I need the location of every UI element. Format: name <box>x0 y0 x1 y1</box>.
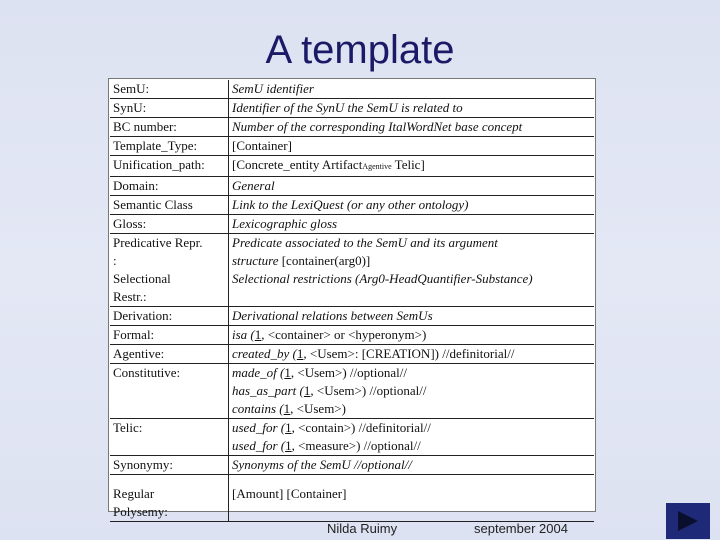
table-row <box>110 307 594 326</box>
field-label: Synonymy: <box>110 456 229 475</box>
field-label: Semantic Class <box>110 196 229 215</box>
field-label: SynU: <box>110 99 229 118</box>
field-value-part: Telic] <box>391 157 425 172</box>
field-value-line <box>232 400 591 418</box>
field-label: Agentive: <box>110 345 229 364</box>
field-value-index: 1 <box>296 346 304 361</box>
field-label-line: Polysemy: <box>113 504 168 519</box>
field-value-part: structure <box>232 253 279 268</box>
field-value <box>229 326 595 345</box>
field-label: SemU: <box>110 80 229 99</box>
field-value <box>229 270 595 307</box>
field-value-part: , <Usem>) //optional// <box>290 365 407 380</box>
field-value-part: , <Usem>: [CREATION]) //definitorial// <box>303 346 515 361</box>
field-label: Gloss: <box>110 215 229 234</box>
field-label-line: Regular <box>113 486 155 501</box>
field-value-line <box>232 252 591 270</box>
field-value-line <box>232 437 591 455</box>
field-value-part: created_by ( <box>232 346 297 361</box>
field-label: Telic: <box>110 419 229 456</box>
field-value-part: [container(arg0)] <box>278 253 371 268</box>
table-row <box>110 177 594 196</box>
field-value: Synonyms of the SemU //optional// <box>229 456 595 475</box>
field-value-part: made_of ( <box>232 365 285 380</box>
table-row <box>110 99 594 118</box>
field-label: Template_Type: <box>110 137 229 156</box>
field-value-part: , <container> or <hyperonym>) <box>261 327 427 342</box>
field-value-line <box>232 364 591 382</box>
table-row <box>110 270 594 307</box>
next-slide-icon <box>678 511 698 531</box>
field-value-index: 1 <box>283 401 291 416</box>
field-value-part: [Concrete_entity Artifact <box>232 157 363 172</box>
footer-date: september 2004 <box>474 521 568 536</box>
table-row <box>110 196 594 215</box>
field-value-part: , <Usem>) <box>290 401 346 416</box>
table-row <box>110 364 594 419</box>
field-value: Derivational relations between SemUs <box>229 307 595 326</box>
table-row <box>110 234 594 271</box>
field-value: Number of the corresponding ItalWordNet base concept <box>229 118 595 137</box>
field-value-index: 1 <box>285 438 292 453</box>
table-row <box>110 345 594 364</box>
field-label-line: Selectional <box>113 271 171 286</box>
table-row <box>110 215 594 234</box>
field-value-part: contains ( <box>232 401 284 416</box>
field-value <box>229 156 595 177</box>
field-label: BC number: <box>110 118 229 137</box>
field-value: SemU identifier <box>229 80 595 99</box>
table-row <box>110 80 594 99</box>
table-row <box>110 485 594 522</box>
table-row <box>110 419 594 456</box>
spacer-cell <box>110 475 229 486</box>
next-slide-button[interactable] <box>666 503 710 539</box>
spacer-cell <box>229 475 595 486</box>
field-label-line: Restr.: <box>113 289 147 304</box>
field-label: Derivation: <box>110 307 229 326</box>
field-value: Link to the LexiQuest (or any other ontology) <box>229 196 595 215</box>
field-value <box>229 419 595 456</box>
field-label-line: : <box>113 253 117 268</box>
field-value-index: 1 <box>285 420 292 435</box>
field-label <box>110 485 229 522</box>
field-value-line: Predicate associated to the SemU and its argument <box>232 235 498 250</box>
field-value <box>229 234 595 271</box>
field-label: Domain: <box>110 177 229 196</box>
footer-author: Nilda Ruimy <box>327 521 398 536</box>
field-value-line <box>232 382 591 400</box>
field-value <box>229 137 595 156</box>
field-value-index: 1 <box>303 383 311 398</box>
table-row <box>110 137 594 156</box>
field-label: Constitutive: <box>110 364 229 419</box>
field-value-text: [Container] <box>232 138 292 153</box>
field-label <box>110 270 229 307</box>
field-value-part: has_as_part ( <box>232 383 304 398</box>
template-table <box>110 80 594 522</box>
field-label <box>110 234 229 271</box>
field-value <box>229 345 595 364</box>
field-value: General <box>229 177 595 196</box>
field-value-part: used_for ( <box>232 420 286 435</box>
field-value: Lexicographic gloss <box>229 215 595 234</box>
field-label: Formal: <box>110 326 229 345</box>
field-label-line: Predicative Repr. <box>113 235 203 250</box>
table-row <box>110 118 594 137</box>
field-value-part: , <Usem>) //optional// <box>310 383 427 398</box>
field-value-part: , <contain>) //definitorial// <box>291 420 431 435</box>
table-row-spacer <box>110 475 594 486</box>
field-label: Unification_path: <box>110 156 229 177</box>
field-value-index: 1 <box>284 365 291 380</box>
table-row <box>110 456 594 475</box>
field-value-index: 1 <box>254 327 262 342</box>
field-value-part: , <measure>) //optional// <box>291 438 421 453</box>
field-value-part: used_for ( <box>232 438 286 453</box>
field-value-line <box>232 419 591 437</box>
slide-title: A template <box>265 28 455 72</box>
field-value <box>229 485 595 522</box>
field-value-subscript: Agentive <box>362 162 392 171</box>
table-row <box>110 326 594 345</box>
field-value-text: [Amount] [Container] <box>232 486 347 501</box>
field-value <box>229 364 595 419</box>
field-value-part: isa ( <box>232 327 255 342</box>
table-row <box>110 156 594 177</box>
field-value-line: Selectional restrictions (Arg0-HeadQuantifier-Substance) <box>232 271 533 286</box>
field-value: Identifier of the SynU the SemU is related to <box>229 99 595 118</box>
